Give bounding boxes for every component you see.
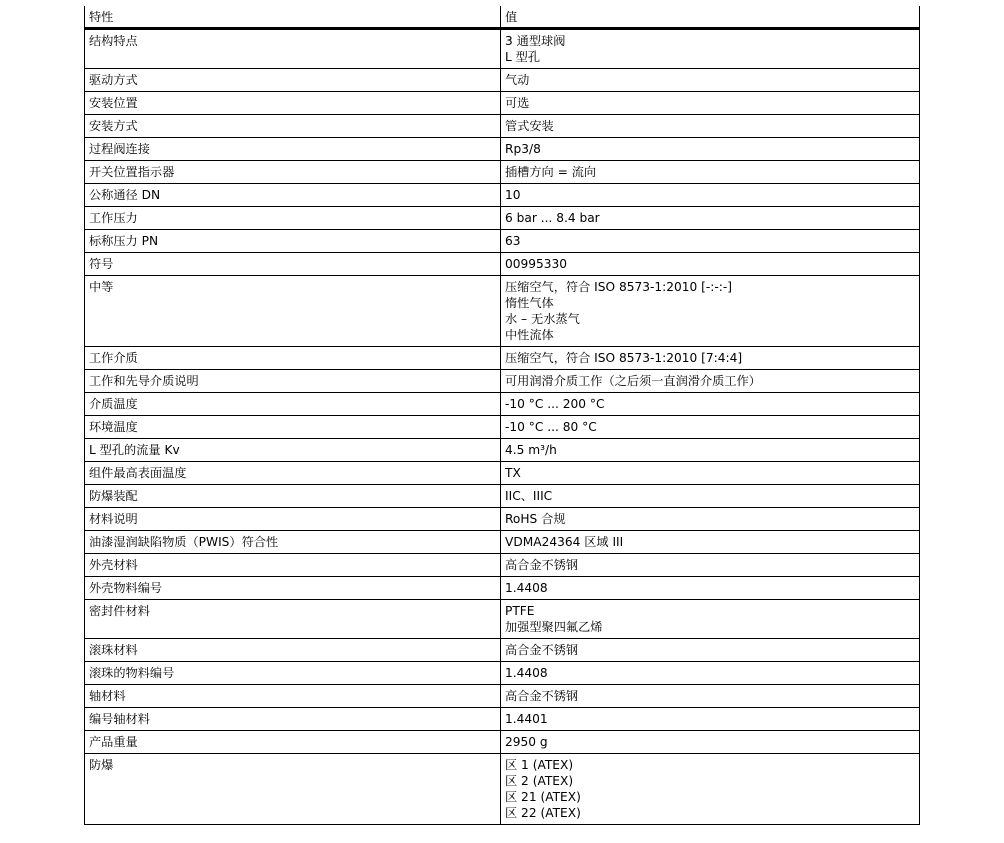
header-value: 值 <box>501 6 920 27</box>
value-line: 1.4408 <box>505 581 548 595</box>
property-cell: 外壳物料编号 <box>84 577 501 599</box>
table-row <box>84 708 920 731</box>
property-cell: 中等 <box>84 276 501 346</box>
value-line: 区 22 (ATEX) <box>505 806 581 820</box>
value-line: 高合金不锈钢 <box>505 689 579 703</box>
table-row <box>84 184 920 207</box>
table-header-row <box>84 6 920 30</box>
value-line: VDMA24364 区域 III <box>505 535 624 549</box>
value-line: 3 通型球阀 <box>505 34 566 48</box>
value-line: RoHS 合规 <box>505 512 566 526</box>
value-line: 00995330 <box>505 257 568 271</box>
table-row <box>84 92 920 115</box>
property-cell: 油漆湿润缺陷物质（PWIS）符合性 <box>84 531 501 553</box>
value-line: 2950 g <box>505 735 548 749</box>
property-cell: 安装位置 <box>84 92 501 114</box>
table-row <box>84 230 920 253</box>
property-cell: 标称压力 PN <box>84 230 501 252</box>
value-cell <box>501 138 920 160</box>
property-cell: 符号 <box>84 253 501 275</box>
property-cell: 材料说明 <box>84 508 501 530</box>
value-cell <box>501 253 920 275</box>
value-line: 区 1 (ATEX) <box>505 758 574 772</box>
value-cell <box>501 115 920 137</box>
value-cell <box>501 485 920 507</box>
value-line: -10 °C ... 80 °C <box>505 420 597 434</box>
property-cell: 密封件材料 <box>84 600 501 638</box>
value-line: 4.5 m³/h <box>505 443 557 457</box>
value-line: 63 <box>505 234 521 248</box>
property-cell: 结构特点 <box>84 30 501 68</box>
value-line: 可用润滑介质工作（之后须一直润滑介质工作） <box>505 374 761 388</box>
property-cell: L 型孔的流量 Kv <box>84 439 501 461</box>
value-cell <box>501 416 920 438</box>
value-cell <box>501 639 920 661</box>
value-line: 中性流体 <box>505 328 554 342</box>
value-cell <box>501 230 920 252</box>
value-line: 1.4401 <box>505 712 548 726</box>
value-line: 水 – 无水蒸气 <box>505 312 580 326</box>
property-cell: 工作介质 <box>84 347 501 369</box>
value-line: 高合金不锈钢 <box>505 558 579 572</box>
value-cell <box>501 184 920 206</box>
value-cell <box>501 161 920 183</box>
table-row <box>84 554 920 577</box>
property-cell: 防爆 <box>84 754 501 824</box>
property-cell: 防爆装配 <box>84 485 501 507</box>
value-line: IIC、IIIC <box>505 489 553 503</box>
property-cell: 介质温度 <box>84 393 501 415</box>
value-cell <box>501 685 920 707</box>
table-row <box>84 69 920 92</box>
value-cell <box>501 462 920 484</box>
value-line: Rp3/8 <box>505 142 541 156</box>
value-line: 惰性气体 <box>505 296 554 310</box>
table-body <box>84 30 920 825</box>
value-line: 压缩空气，符合 ISO 8573-1:2010 [-:-:-] <box>505 280 733 294</box>
value-line: 1.4408 <box>505 666 548 680</box>
value-cell <box>501 393 920 415</box>
table-row <box>84 393 920 416</box>
table-row <box>84 685 920 708</box>
value-cell <box>501 276 920 346</box>
table-row <box>84 485 920 508</box>
property-cell: 组件最高表面温度 <box>84 462 501 484</box>
property-cell: 产品重量 <box>84 731 501 753</box>
value-line: 可选 <box>505 96 530 110</box>
table-row <box>84 600 920 639</box>
value-cell <box>501 531 920 553</box>
property-cell: 外壳材料 <box>84 554 501 576</box>
table-row <box>84 462 920 485</box>
property-cell: 过程阀连接 <box>84 138 501 160</box>
value-cell <box>501 577 920 599</box>
value-cell <box>501 708 920 730</box>
table-row <box>84 276 920 347</box>
table-row <box>84 731 920 754</box>
value-line: 区 2 (ATEX) <box>505 774 574 788</box>
table-row <box>84 416 920 439</box>
table-row <box>84 754 920 825</box>
table-row <box>84 207 920 230</box>
table-row <box>84 508 920 531</box>
table-row <box>84 253 920 276</box>
table-row <box>84 347 920 370</box>
value-line: 气动 <box>505 73 530 87</box>
property-cell: 工作和先导介质说明 <box>84 370 501 392</box>
value-cell <box>501 662 920 684</box>
value-line: L 型孔 <box>505 50 541 64</box>
value-line: 压缩空气，符合 ISO 8573-1:2010 [7:4:4] <box>505 351 743 365</box>
header-property: 特性 <box>84 6 501 27</box>
table-row <box>84 577 920 600</box>
table-row <box>84 370 920 393</box>
table-row <box>84 662 920 685</box>
value-cell <box>501 92 920 114</box>
value-cell <box>501 754 920 824</box>
value-line: TX <box>505 466 521 480</box>
value-line: 高合金不锈钢 <box>505 643 579 657</box>
value-cell <box>501 600 920 638</box>
value-line: 管式安装 <box>505 119 554 133</box>
property-cell: 编号轴材料 <box>84 708 501 730</box>
table-row <box>84 138 920 161</box>
table-row <box>84 30 920 69</box>
value-line: 插槽方向 = 流向 <box>505 165 597 179</box>
value-cell <box>501 347 920 369</box>
property-cell: 滚珠材料 <box>84 639 501 661</box>
value-cell <box>501 731 920 753</box>
value-cell <box>501 30 920 68</box>
table-row <box>84 531 920 554</box>
property-cell: 环境温度 <box>84 416 501 438</box>
value-line: 6 bar ... 8.4 bar <box>505 211 600 225</box>
value-cell <box>501 370 920 392</box>
spec-table <box>84 6 920 825</box>
value-line: 10 <box>505 188 521 202</box>
property-cell: 工作压力 <box>84 207 501 229</box>
property-cell: 滚珠的物料编号 <box>84 662 501 684</box>
value-cell <box>501 439 920 461</box>
value-cell <box>501 554 920 576</box>
table-row <box>84 439 920 462</box>
property-cell: 驱动方式 <box>84 69 501 91</box>
property-cell: 开关位置指示器 <box>84 161 501 183</box>
value-line: 区 21 (ATEX) <box>505 790 581 804</box>
property-cell: 公称通径 DN <box>84 184 501 206</box>
value-line: PTFE <box>505 604 535 618</box>
property-cell: 安装方式 <box>84 115 501 137</box>
property-cell: 轴材料 <box>84 685 501 707</box>
value-cell <box>501 508 920 530</box>
value-cell <box>501 69 920 91</box>
value-line: 加强型聚四氟乙烯 <box>505 620 603 634</box>
table-row <box>84 161 920 184</box>
table-row <box>84 639 920 662</box>
value-cell <box>501 207 920 229</box>
table-row <box>84 115 920 138</box>
value-line: -10 °C ... 200 °C <box>505 397 605 411</box>
